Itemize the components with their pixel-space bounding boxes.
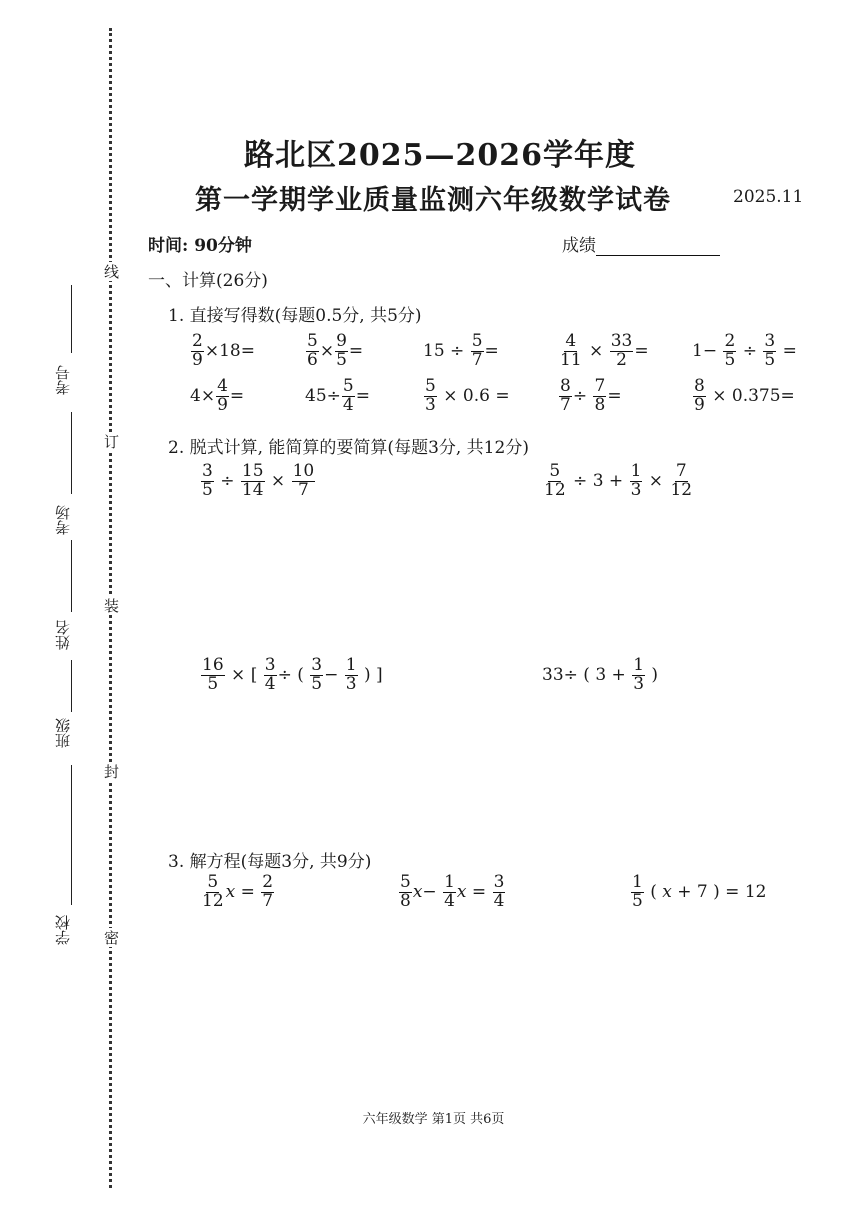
q1-title: 1. 直接写得数(每题0.5分, 共5分) — [168, 306, 422, 326]
exam-date: 2025.11 — [733, 187, 804, 207]
binding-mark-ding: 订 — [102, 434, 120, 449]
q3-item-2: $\frac{5}{8}$ x− $\frac{1}{4}$ x = $\frac{3}{4}$ — [400, 872, 505, 911]
exam-number-line[interactable] — [71, 285, 72, 353]
exam-number-label: 考号 — [54, 365, 72, 395]
q2-item-4: 33÷ ( 3 + $\frac{1}{3}$ ) — [542, 655, 659, 694]
binding-mark-zhuang: 装 — [102, 598, 120, 613]
q3-item-1: $\frac{5}{12}$ x = $\frac{2}{7}$ — [202, 872, 274, 911]
binding-mark-xian: 线 — [102, 264, 120, 279]
exam-title-line1: 路北区2025—2026学年度 — [244, 138, 636, 173]
name-line[interactable] — [71, 540, 72, 612]
q1-item-4: $\frac{4}{11}$ × $\frac{33}{2}$ = — [560, 331, 649, 370]
class-label: 班级 — [54, 718, 72, 748]
score-label: 成绩 — [562, 236, 596, 256]
q1-item-3: 15 ÷ $\frac{5}{7}$ = — [423, 331, 499, 370]
exam-title-line2: 第一学期学业质量监测六年级数学试卷 — [195, 185, 671, 216]
binding-mark-mi: 密 — [102, 930, 120, 945]
school-label: 学校 — [54, 915, 72, 945]
section1-title: 一、计算(26分) — [148, 271, 268, 291]
exam-room-line[interactable] — [71, 412, 72, 494]
page-footer: 六年级数学 第1页 共6页 — [362, 1112, 505, 1127]
q1-item-10: $\frac{8}{9}$ × 0.375= — [694, 376, 795, 415]
q1-item-6: 4× $\frac{4}{9}$ = — [190, 376, 245, 415]
q1-item-5: 1− $\frac{2}{5}$ ÷ $\frac{3}{5}$ = — [692, 331, 797, 370]
name-label: 姓名 — [54, 620, 72, 650]
q3-title: 3. 解方程(每题3分, 共9分) — [168, 852, 372, 872]
class-line[interactable] — [71, 660, 72, 712]
q1-item-1: $\frac{2}{9}$ ×18= — [192, 331, 255, 370]
q2-item-2: $\frac{5}{12}$ ÷ 3 + $\frac{1}{3}$ × $\frac{7}{12}$ — [544, 461, 693, 500]
q2-item-3: $\frac{16}{5}$ × [ $\frac{3}{4}$ ÷ ( $\frac{3}{5}$ − $\frac{1}{3}$ ) ] — [202, 655, 383, 694]
q3-item-3: $\frac{1}{5}$ ( x + 7 ) = 12 — [632, 872, 767, 911]
q2-item-1: $\frac{3}{5}$ ÷ $\frac{15}{14}$ × $\frac{10}{7}$ — [202, 461, 315, 500]
school-line[interactable] — [71, 765, 72, 905]
q2-title: 2. 脱式计算, 能简算的要简算(每题3分, 共12分) — [168, 438, 529, 458]
q1-item-8: $\frac{5}{3}$ × 0.6 = — [425, 376, 510, 415]
exam-room-label: 考场 — [54, 505, 72, 535]
q1-item-2: $\frac{5}{6}$ × $\frac{9}{5}$ = — [307, 331, 364, 370]
q1-item-9: $\frac{8}{7}$ ÷ $\frac{7}{8}$ = — [560, 376, 622, 415]
score-field — [562, 231, 720, 256]
time-label: 时间: 90分钟 — [148, 236, 252, 256]
q1-item-7: 45÷ $\frac{5}{4}$ = — [305, 376, 370, 415]
score-input-line[interactable] — [596, 237, 720, 256]
binding-mark-feng: 封 — [102, 764, 120, 779]
